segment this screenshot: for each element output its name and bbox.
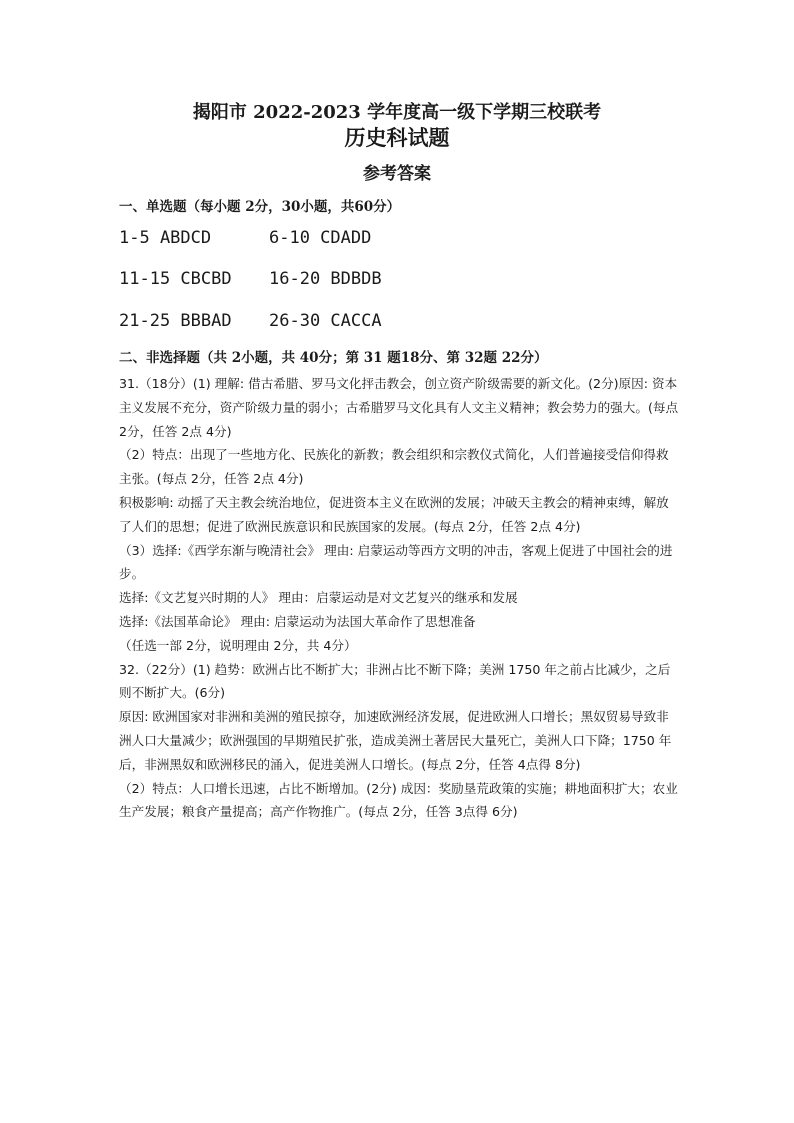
answer-paragraph: 32.（22分）(1) 趋势：欧洲占比不断扩大；非洲占比不断下降；美洲 1750 年之前占比减少，之后则不断扩大。(6分) [119, 661, 671, 701]
document-subtitle: 参考答案 [363, 164, 431, 184]
document-title: 揭阳市 2022-2023 学年度高一级下学期三校联考 [192, 102, 602, 123]
answer-paragraph: 选择:《法国革命论》 理由: 启蒙运动为法国大革命作了思想准备 [119, 613, 476, 629]
answer-group: 21-25 BBBAD [119, 311, 232, 331]
answer-paragraph: （2）特点：出现了一些地方化、民族化的新教；教会组织和宗教仪式简化，人们普遍接受信仰得救主张。(每点 2分，任答 2点 4分) [119, 447, 669, 487]
answer-paragraph: 原因: 欧洲国家对非洲和美洲的殖民掠夺，加速欧洲经济发展，促进欧洲人口增长；黑奴贸易导致非洲人口大量减少；欧洲强国的早期殖民扩张，造成美洲土著居民大量死亡，美洲人口下降；1750 年后，非洲黑奴和欧洲移民的涌入，促进美洲人口增长。(每点 2分，任答 4点得 8分) [119, 709, 672, 772]
answer-group: 16-20 BDBDB [269, 269, 382, 289]
answer-group: 11-15 CBCBD [119, 269, 232, 289]
answer-group: 26-30 CACCA [269, 311, 382, 331]
answer-paragraph: （3）选择:《西学东渐与晚清社会》 理由: 启蒙运动等西方文明的冲击，客观上促进了中国社会的进步。 [119, 542, 673, 582]
answer-group: 1-5 ABDCD [119, 228, 212, 248]
answer-paragraph: （任选一部 2分，说明理由 2分，共 4分） [119, 637, 357, 653]
answer-group: 6-10 CDADD [269, 228, 372, 248]
section-heading-non-choice: 二、非选择题（共 2小题，共 40分；第 31 题18分、第 32题 22分） [119, 350, 548, 366]
section-heading-multiple-choice: 一、单选题（每小题 2分，30小题，共60分） [119, 199, 401, 215]
answer-paragraph: 选择:《文艺复兴时期的人》 理由：启蒙运动是对文艺复兴的继承和发展 [119, 590, 518, 606]
answer-paragraph: 31.（18分）(1) 理解: 借古希腊、罗马文化抨击教会，创立资产阶级需要的新文化。(2分)原因: 资本主义发展不充分，资产阶级力量的弱小；古希腊罗马文化具有人文主义精神；教会势力的强大。(每点 2分，任答 2点 4分) [119, 376, 679, 439]
answer-paragraph: （2）特点：人口增长迅速，占比不断增加。(2分) 成因：奖励垦荒政策的实施；耕地面积扩大；农业生产发展；粮食产量提高；高产作物推广。(每点 2分，任答 3点得 6分) [119, 780, 678, 820]
answer-paragraph: 积极影响: 动摇了天主教会统治地位，促进资本主义在欧洲的发展；冲破天主教会的精神束缚，解放了人们的思想；促进了欧洲民族意识和民族国家的发展。(每点 2分，任答 2点 4分) [119, 494, 669, 534]
document-subject-title: 历史科试题 [344, 125, 450, 150]
non-choice-answers [119, 372, 681, 824]
